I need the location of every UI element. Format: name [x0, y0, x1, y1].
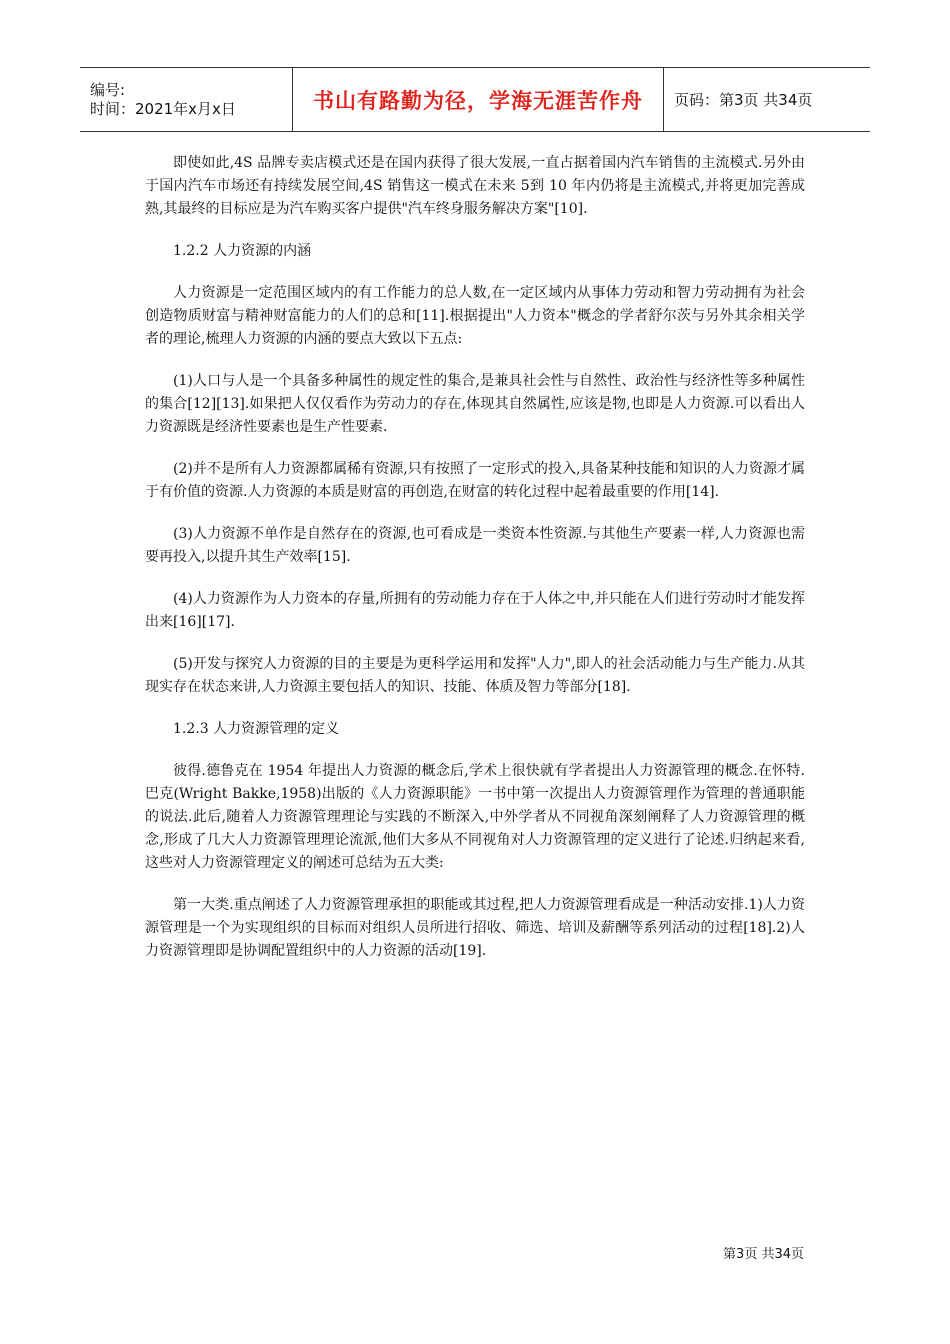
- paragraph: 即使如此,4S 品牌专卖店模式还是在国内获得了很大发展,一直占据着国内汽车销售的主流模式.另外由于国内汽车市场还有持续发展空间,4S 销售这一模式在未来 5到 10 年内仍将是主流模式,并将更加完善成熟,其最终的目标应是为汽车购买客户提供"汽车终身服务解决方案"[10].: [145, 155, 805, 217]
- document-body: [145, 152, 805, 982]
- paragraph: 彼得.德鲁克在 1954 年提出人力资源的概念后,学术上很快就有学者提出人力资源管理的概念.在怀特.巴克(Wright Bakke,1958)出版的《人力资源职能》一书中第一次提出人力资源管理作为管理的普通职能的说法.此后,随着人力资源管理理论与实践的不断深入,中外学者从不同视角深刻阐释了人力资源管理的概念,形成了几大人力资源管理理论流派,他们大多从不同视角对人力资源管理的定义进行了论述.归纳起来看,这些对人力资源管理定义的阐述可总结为五大类:: [145, 763, 805, 871]
- list-item: (3)人力资源不单作是自然存在的资源,也可看成是一类资本性资源.与其他生产要素一样,人力资源也需要再投入,以提升其生产效率[15].: [145, 526, 805, 565]
- section-heading-1-2-3: 1.2.3 人力资源管理的定义: [173, 721, 340, 737]
- list-item: (5)开发与探究人力资源的目的主要是为更科学运用和发挥"人力",即人的社会活动能力与生产能力.从其现实存在状态来讲,人力资源主要包括人的知识、技能、体质及智力等部分[18].: [145, 656, 805, 695]
- paragraph: 第一大类.重点阐述了人力资源管理承担的职能或其过程,把人力资源管理看成是一种活动安排.1)人力资源管理是一个为实现组织的目标而对组织人员所进行招收、筛选、培训及薪酬等系列活动的过程[18].2)人力资源管理即是协调配置组织中的人力资源的活动[19].: [145, 897, 805, 959]
- document-time: 时间：2021年x月x日: [90, 99, 236, 118]
- header-motto: 书山有路勤为径，学海无涯苦作舟: [293, 68, 664, 131]
- page-footer-indicator: 第3页 共34页: [723, 1247, 804, 1262]
- document-number: 编号:: [90, 80, 126, 99]
- list-item: (1)人口与人是一个具备多种属性的规定性的集合,是兼具社会性与自然性、政治性与经济性等多种属性的集合[12][13].如果把人仅仅看作为劳动力的存在,体现其自然属性,应该是物,也即是人力资源.可以看出人力资源既是经济性要素也是生产性要素.: [145, 373, 805, 435]
- header-meta: [80, 68, 293, 131]
- header-page-code: 页码：第3页 共34页: [674, 91, 813, 109]
- section-heading-1-2-2: 1.2.2 人力资源的内涵: [173, 243, 312, 259]
- list-item: (2)并不是所有人力资源都属稀有资源,只有按照了一定形式的投入,具备某种技能和知识的人力资源才属于有价值的资源.人力资源的本质是财富的再创造,在财富的转化过程中起着最重要的作用[14].: [145, 461, 805, 500]
- paragraph: 人力资源是一定范围区域内的有工作能力的总人数,在一定区域内从事体力劳动和智力劳动拥有为社会创造物质财富与精神财富能力的人们的总和[11].根据提出"人力资本"概念的学者舒尔茨与另外其余相关学者的理论,梳理人力资源的内涵的要点大致以下五点:: [145, 285, 805, 347]
- list-item: (4)人力资源作为人力资本的存量,所拥有的劳动能力存在于人体之中,并只能在人们进行劳动时才能发挥出来[16][17].: [145, 591, 805, 630]
- page-header: [80, 67, 870, 132]
